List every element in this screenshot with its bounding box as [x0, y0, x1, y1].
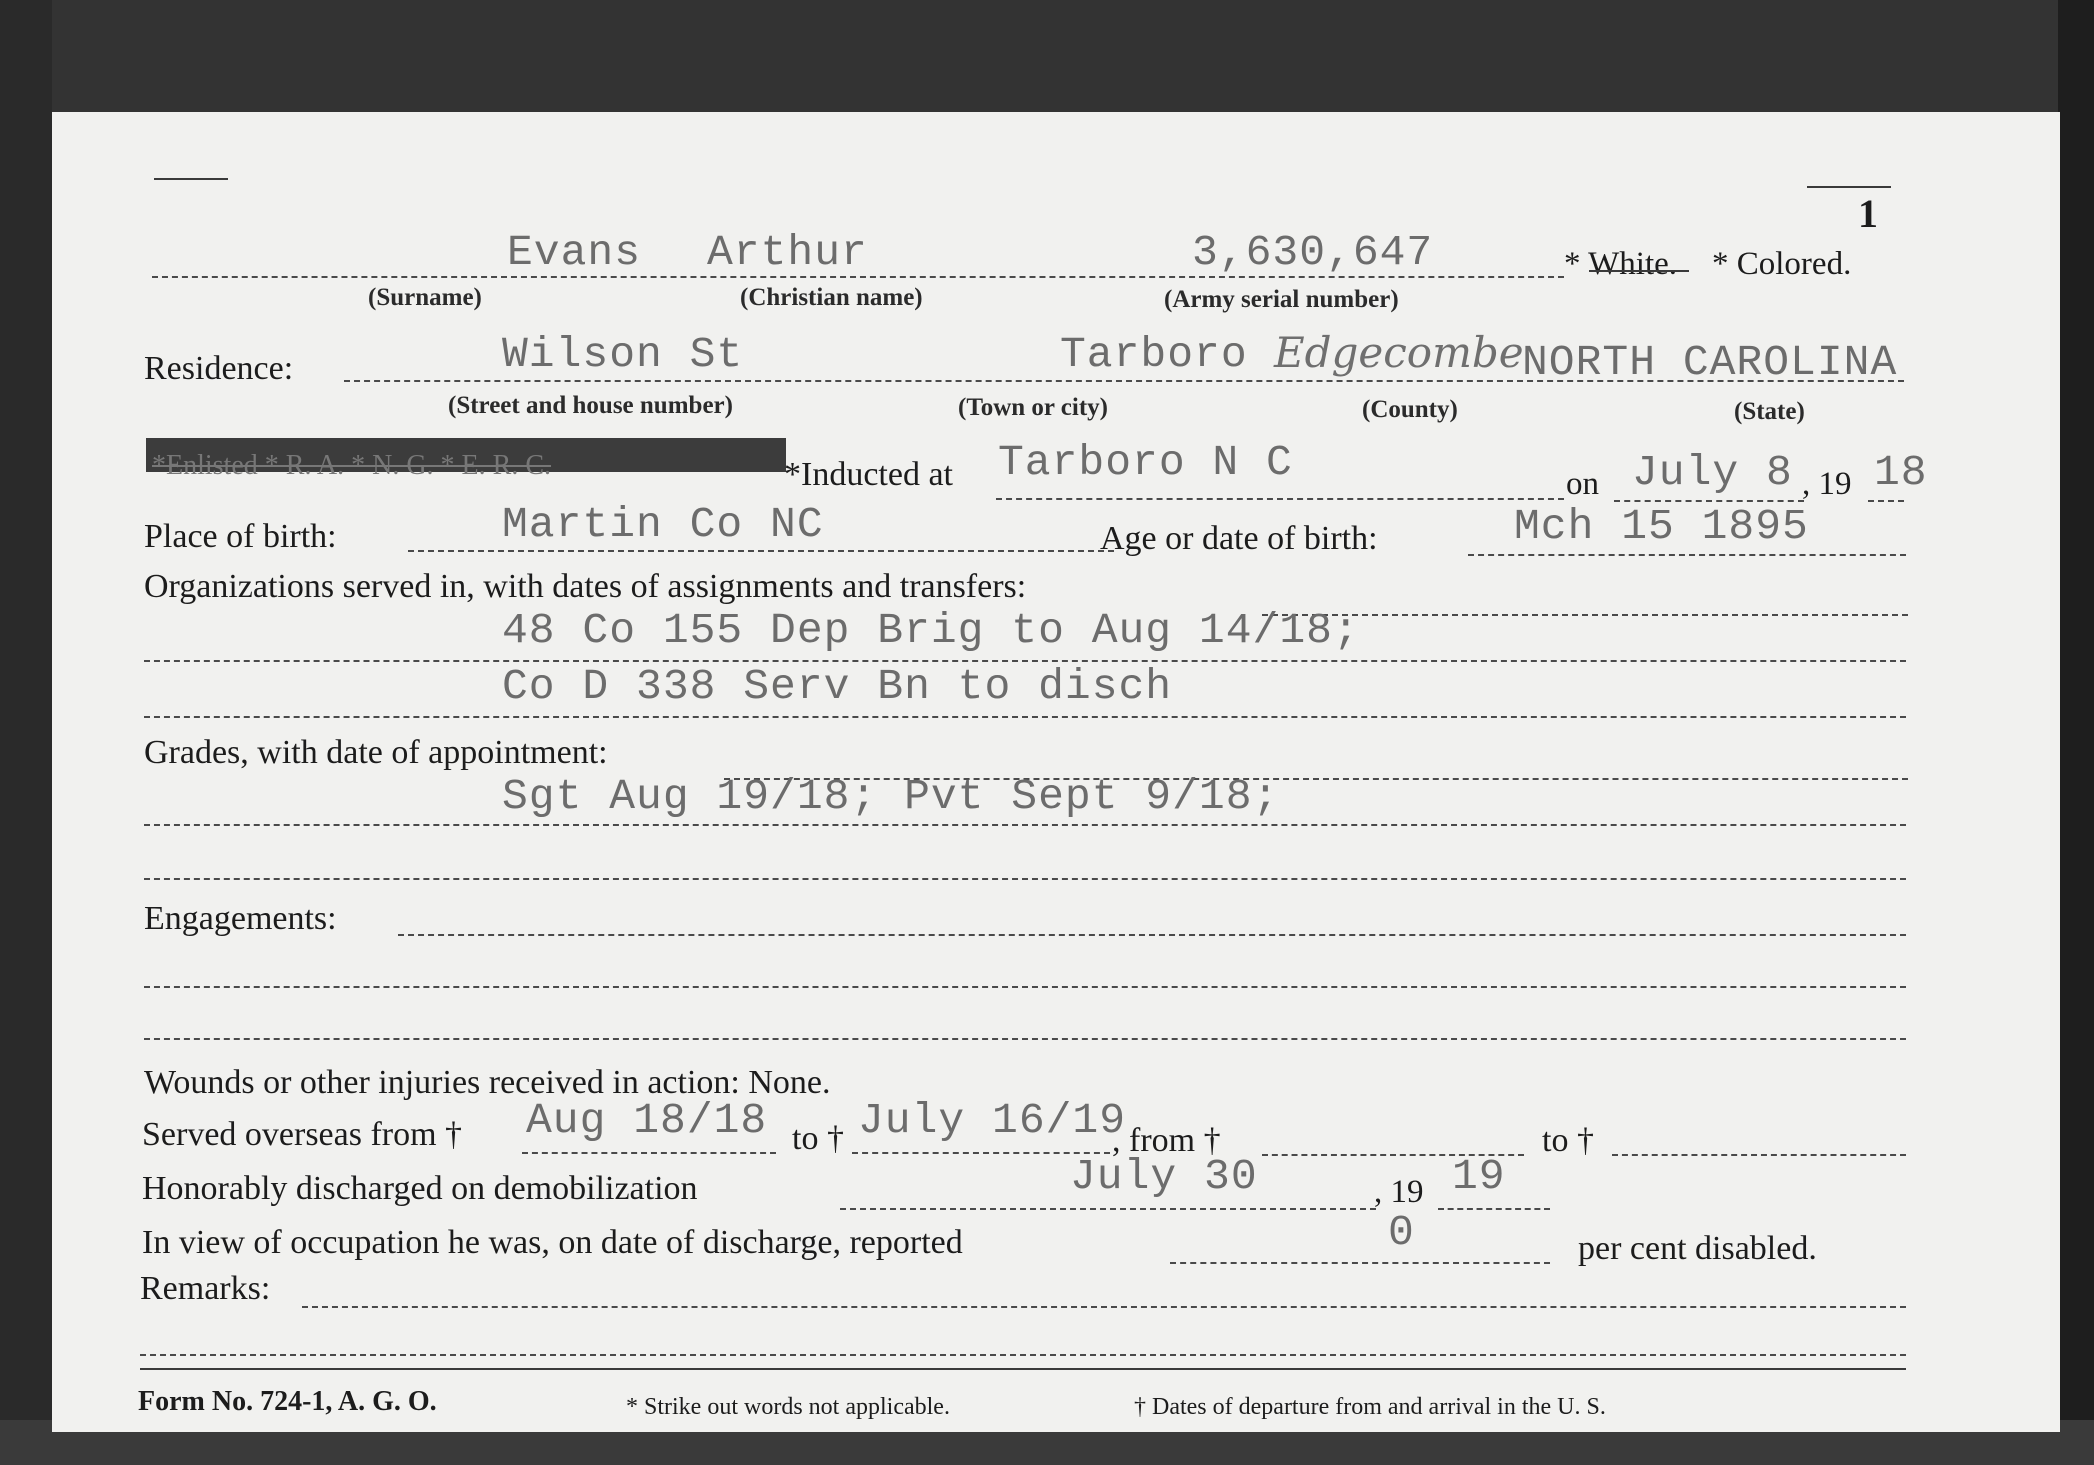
state-caption: (State) — [1734, 398, 1805, 425]
grades-label: Grades, with date of appointment: — [144, 734, 608, 771]
residence-line — [344, 380, 1904, 382]
service-record-card — [52, 112, 2060, 1432]
wounds-label: Wounds or other injuries received in action: None. — [144, 1064, 831, 1101]
on-label: on — [1566, 466, 1599, 502]
induction-year-prefix: , 19 — [1802, 466, 1852, 502]
occupation-label: In view of occupation he was, on date of discharge, reported — [142, 1224, 963, 1261]
town-value: Tarboro — [1060, 330, 1248, 379]
served-overseas-label: Served overseas from † — [142, 1116, 463, 1153]
town-caption: (Town or city) — [958, 394, 1108, 421]
inducted-at-label: *Inducted at — [784, 456, 953, 493]
induction-date-value: July 8 — [1632, 448, 1793, 497]
surname-value: Evans — [507, 228, 642, 277]
scan-background-top — [0, 0, 2094, 112]
overseas-from-value: Aug 18/18 — [526, 1096, 768, 1145]
enlisted-options: *Enlisted * R. A. * N. G. * E. R. C. — [152, 450, 552, 481]
induction-year-line — [1868, 500, 1904, 502]
discharge-year-line — [1438, 1208, 1550, 1210]
surname-caption: (Surname) — [368, 284, 482, 311]
grade-entry-1: Sgt Aug 19/18; Pvt Sept 9/18; — [502, 772, 1280, 821]
organization-entry-1: 48 Co 155 Dep Brig to Aug 14/18; — [502, 606, 1360, 655]
scan-background-right — [2058, 0, 2094, 1465]
disability-percent-value: 0 — [1388, 1208, 1415, 1257]
top-left-rule — [154, 178, 228, 180]
name-line — [152, 276, 1564, 278]
card-number: 1 — [1858, 191, 1878, 236]
induction-place-line — [996, 498, 1564, 500]
colored-option: * Colored. — [1712, 246, 1852, 282]
engagements-line-2 — [144, 986, 1906, 988]
footnote-strike-out: * Strike out words not applicable. — [626, 1394, 950, 1420]
christian-name-caption: (Christian name) — [740, 284, 923, 311]
serial-caption: (Army serial number) — [1164, 286, 1399, 313]
county-caption: (County) — [1362, 396, 1458, 423]
christian-name-value: Arthur — [707, 228, 868, 277]
induction-place-value: Tarboro N C — [998, 438, 1293, 487]
grades-line-3 — [144, 878, 1906, 880]
birth-date-value: Mch 15 1895 — [1514, 502, 1809, 551]
residence-label: Residence: — [144, 350, 294, 387]
overseas-from-line — [522, 1152, 776, 1154]
honorably-discharged-label: Honorably discharged on demobilization — [142, 1170, 698, 1207]
remarks-label: Remarks: — [140, 1270, 271, 1307]
birth-place-value: Martin Co NC — [502, 500, 824, 549]
disability-line — [1170, 1262, 1550, 1264]
form-number: Form No. 724-1, A. G. O. — [138, 1386, 437, 1417]
age-or-dob-label: Age or date of birth: — [1100, 520, 1378, 557]
white-option: * White. — [1564, 246, 1678, 282]
engagements-label: Engagements: — [144, 900, 337, 937]
place-of-birth-label: Place of birth: — [144, 518, 337, 555]
top-right-rule — [1807, 186, 1891, 188]
state-value: NORTH CAROLINA — [1522, 338, 1898, 387]
organizations-label: Organizations served in, with dates of assignments and transfers: — [144, 568, 1027, 605]
discharge-date-value: July 30 — [1070, 1152, 1258, 1201]
county-value: Edgecombe — [1274, 328, 1524, 377]
birth-date-line — [1468, 554, 1906, 556]
overseas-to-label: to † — [792, 1120, 844, 1157]
organizations-line-3 — [144, 716, 1906, 718]
white-strikethrough — [1589, 270, 1689, 272]
remarks-line-3 — [140, 1368, 1906, 1370]
per-cent-disabled-label: per cent disabled. — [1578, 1230, 1817, 1267]
discharge-year-prefix: , 19 — [1374, 1174, 1424, 1210]
overseas-to2-label: to † — [1542, 1122, 1594, 1159]
street-value: Wilson St — [502, 330, 744, 379]
footnote-dates: † Dates of departure from and arrival in the U. S. — [1134, 1394, 1606, 1420]
discharge-date-line — [840, 1208, 1376, 1210]
remarks-line-1 — [302, 1306, 1906, 1308]
street-caption: (Street and house number) — [448, 392, 733, 419]
scan-background-left — [0, 0, 52, 1465]
discharge-year-value: 19 — [1452, 1152, 1506, 1201]
engagements-line-3 — [144, 1038, 1906, 1040]
grades-line-2 — [144, 824, 1906, 826]
birth-place-line — [408, 550, 1114, 552]
organization-entry-2: Co D 338 Serv Bn to disch — [502, 662, 1173, 711]
remarks-line-2 — [140, 1354, 1906, 1356]
overseas-from2-label: , from † — [1112, 1122, 1221, 1159]
induction-year-value: 18 — [1874, 448, 1928, 497]
overseas-to-value: July 16/19 — [858, 1096, 1127, 1145]
engagements-line-1 — [398, 934, 1906, 936]
overseas-to2-line — [1612, 1154, 1906, 1156]
army-serial-number-value: 3,630,647 — [1192, 228, 1434, 277]
